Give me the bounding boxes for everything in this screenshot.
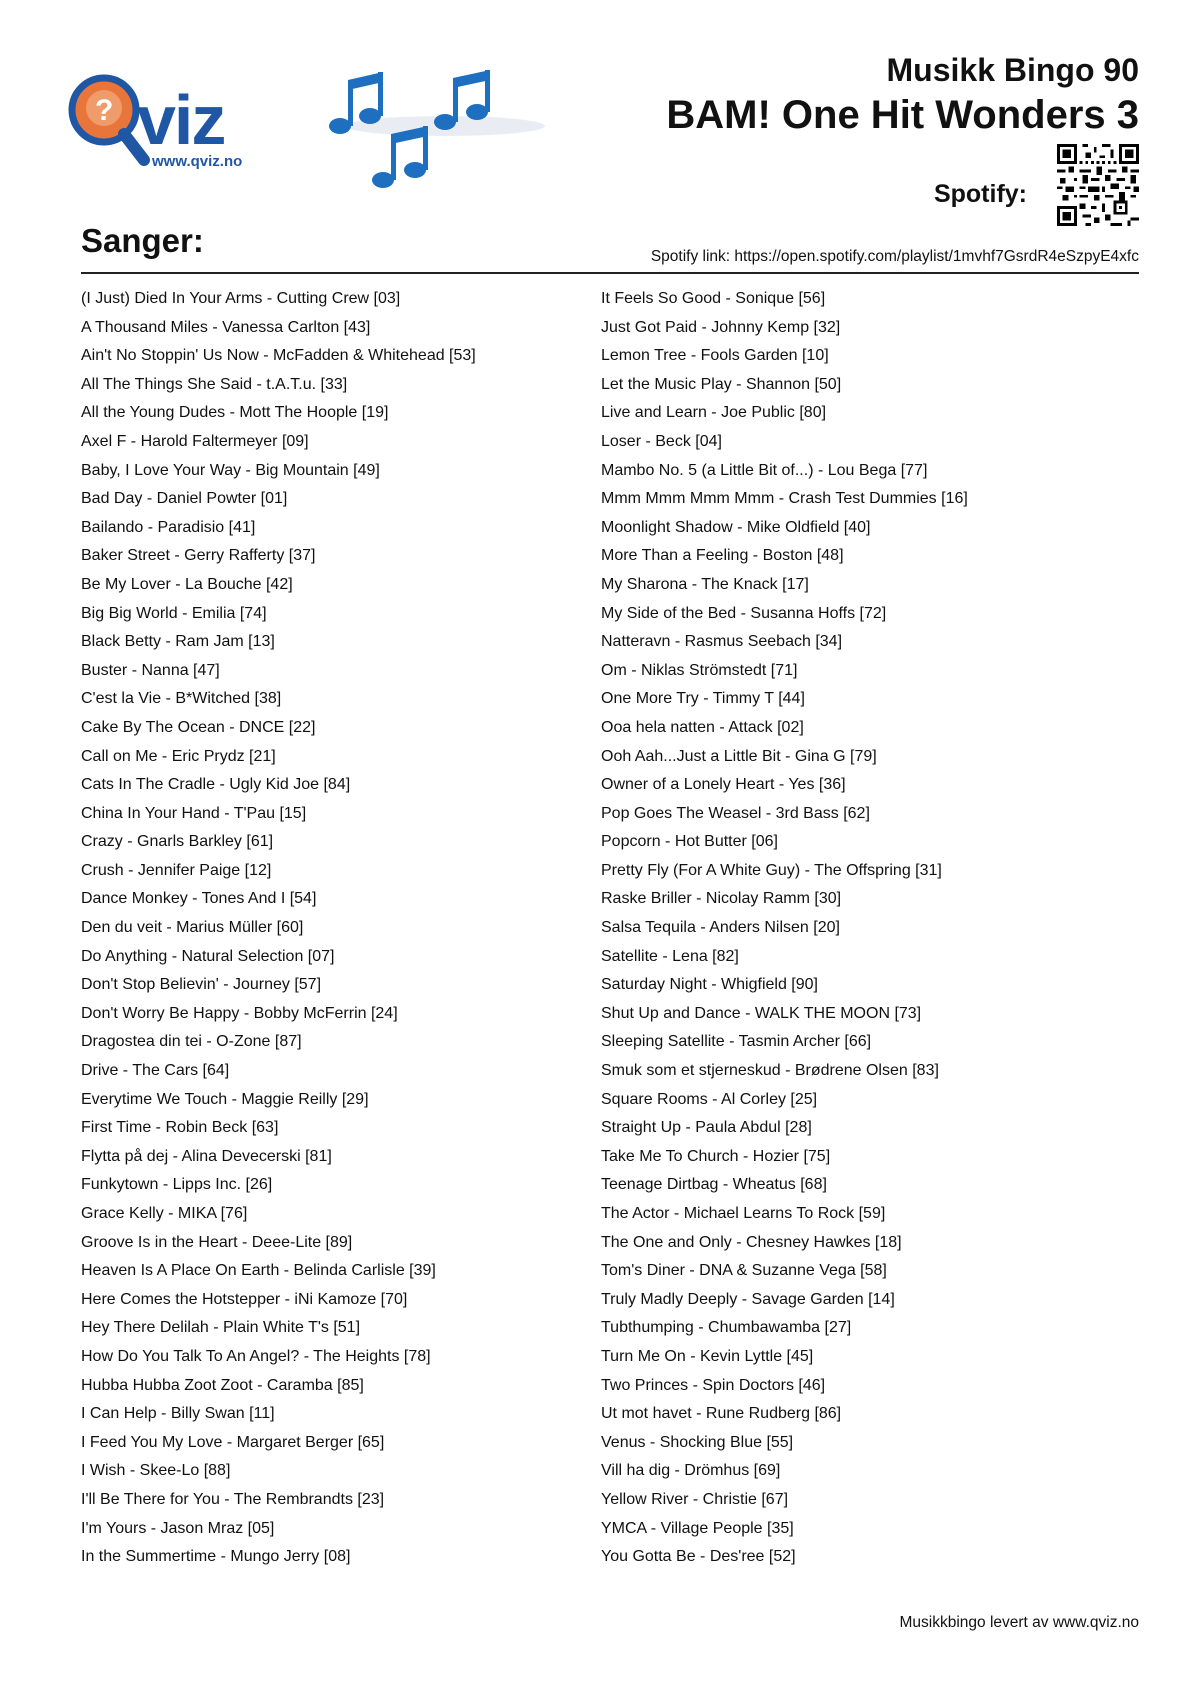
song-item: Buster - Nanna [47] <box>81 661 220 679</box>
song-item: Flytta på dej - Alina Devecerski [81] <box>81 1147 332 1165</box>
song-list-left <box>81 285 476 1572</box>
svg-text:viz: viz <box>137 81 225 159</box>
song-item: Salsa Tequila - Anders Nilsen [20] <box>601 919 840 937</box>
section-heading: Sanger: <box>81 222 204 259</box>
song-item: Ooa hela natten - Attack [02] <box>601 718 804 736</box>
song-item: Funkytown - Lipps Inc. [26] <box>81 1176 273 1194</box>
song-item: A Thousand Miles - Vanessa Carlton [43] <box>81 318 371 336</box>
song-item: First Time - Robin Beck [63] <box>81 1119 279 1137</box>
song-item: Shut Up and Dance - WALK THE MOON [73] <box>601 1004 922 1022</box>
song-item: You Gotta Be - Des'ree [52] <box>601 1548 796 1566</box>
song-item: All The Things She Said - t.A.T.u. [33] <box>81 375 348 393</box>
song-item: Call on Me - Eric Prydz [21] <box>81 747 276 765</box>
song-item: Teenage Dirtbag - Wheatus [68] <box>601 1176 827 1194</box>
song-item: Just Got Paid - Johnny Kemp [32] <box>601 318 841 336</box>
song-item: All the Young Dudes - Mott The Hoople [19] <box>81 404 389 422</box>
song-item: (I Just) Died In Your Arms - Cutting Crew [03] <box>81 290 401 307</box>
song-item: Two Princes - Spin Doctors [46] <box>601 1376 826 1394</box>
spotify-link[interactable]: Spotify link: https://open.spotify.com/playlist/1mvhf7GsrdR4eSzpyE4xfc <box>650 248 1139 265</box>
song-item: Pop Goes The Weasel - 3rd Bass [62] <box>601 804 870 822</box>
song-item: Popcorn - Hot Butter [06] <box>601 833 778 851</box>
song-item: It Feels So Good - Sonique [56] <box>601 290 826 307</box>
song-item: Truly Madly Deeply - Savage Garden [14] <box>601 1290 895 1308</box>
song-item: Don't Stop Believin' - Journey [57] <box>81 976 322 994</box>
title-block <box>666 50 1139 140</box>
song-item: Square Rooms - Al Corley [25] <box>601 1090 818 1108</box>
spotify-label: Spotify: <box>933 180 1027 208</box>
song-item: Baby, I Love Your Way - Big Mountain [49] <box>81 461 380 479</box>
song-item: My Side of the Bed - Susanna Hoffs [72] <box>601 604 887 622</box>
song-item: Ain't No Stoppin' Us Now - McFadden & Whitehead [53] <box>81 347 476 365</box>
song-item: Be My Lover - La Bouche [42] <box>81 575 293 593</box>
song-item: Bailando - Paradisio [41] <box>81 518 256 536</box>
song-item: Raske Briller - Nicolay Ramm [30] <box>601 890 842 908</box>
song-item: Pretty Fly (For A White Guy) - The Offspring [31] <box>601 861 942 879</box>
bingo-subtitle: Musikk Bingo 90 <box>886 52 1139 88</box>
song-item: Hey There Delilah - Plain White T's [51] <box>81 1319 361 1337</box>
song-item: Owner of a Lonely Heart - Yes [36] <box>601 776 846 794</box>
song-item: One More Try - Timmy T [44] <box>601 690 805 708</box>
song-item: Venus - Shocking Blue [55] <box>601 1433 794 1451</box>
song-item: My Sharona - The Knack [17] <box>601 575 809 593</box>
qr-code-icon[interactable] <box>1057 144 1139 226</box>
song-item: More Than a Feeling - Boston [48] <box>601 547 844 565</box>
song-item: Loser - Beck [04] <box>601 432 722 450</box>
song-list-right <box>601 285 968 1572</box>
song-item: Everytime We Touch - Maggie Reilly [29] <box>81 1090 369 1108</box>
song-item: Satellite - Lena [82] <box>601 947 739 965</box>
song-item: China In Your Hand - T'Pau [15] <box>81 804 307 822</box>
music-notes-icon <box>325 68 555 198</box>
song-item: Straight Up - Paula Abdul [28] <box>601 1119 812 1137</box>
song-item: Grace Kelly - MIKA [76] <box>81 1205 248 1222</box>
song-item: YMCA - Village People [35] <box>601 1519 794 1537</box>
song-item: Turn Me On - Kevin Lyttle [45] <box>601 1347 814 1365</box>
song-item: Here Comes the Hotstepper - iNi Kamoze [70] <box>81 1290 408 1308</box>
song-item: Den du veit - Marius Müller [60] <box>81 919 304 937</box>
song-item: Crush - Jennifer Paige [12] <box>81 861 272 879</box>
divider <box>81 272 1139 274</box>
song-item: Take Me To Church - Hozier [75] <box>601 1147 831 1165</box>
song-item: Om - Niklas Strömstedt [71] <box>601 661 798 679</box>
song-item: Hubba Hubba Zoot Zoot - Caramba [85] <box>81 1376 364 1394</box>
svg-text:?: ? <box>95 94 114 127</box>
song-item: The One and Only - Chesney Hawkes [18] <box>601 1233 902 1251</box>
song-item: Natteravn - Rasmus Seebach [34] <box>601 633 843 651</box>
song-item: Saturday Night - Whigfield [90] <box>601 976 818 994</box>
song-item: Smuk som et stjerneskud - Brødrene Olsen [83] <box>601 1062 939 1080</box>
song-item: Dragostea din tei - O-Zone [87] <box>81 1033 302 1051</box>
song-item: I Feed You My Love - Margaret Berger [65] <box>81 1433 385 1451</box>
song-item: Bad Day - Daniel Powter [01] <box>81 490 288 508</box>
song-item: How Do You Talk To An Angel? - The Heights [78] <box>81 1347 431 1365</box>
song-item: Crazy - Gnarls Barkley [61] <box>81 833 274 851</box>
song-item: Ut mot havet - Rune Rudberg [86] <box>601 1405 842 1423</box>
song-item: In the Summertime - Mungo Jerry [08] <box>81 1548 351 1566</box>
song-item: Sleeping Satellite - Tasmin Archer [66] <box>601 1033 872 1051</box>
song-item: C'est la Vie - B*Witched [38] <box>81 690 282 708</box>
song-item: Live and Learn - Joe Public [80] <box>601 404 827 422</box>
song-item: Axel F - Harold Faltermeyer [09] <box>81 432 309 450</box>
logo-url: www.qviz.no <box>152 153 243 170</box>
song-item: I Can Help - Billy Swan [11] <box>81 1405 275 1423</box>
song-item: Heaven Is A Place On Earth - Belinda Carlisle [39] <box>81 1262 436 1280</box>
song-item: Do Anything - Natural Selection [07] <box>81 947 335 965</box>
song-item: Big Big World - Emilia [74] <box>81 604 267 622</box>
song-item: Moonlight Shadow - Mike Oldfield [40] <box>601 518 871 536</box>
song-item: Mmm Mmm Mmm Mmm - Crash Test Dummies [16] <box>601 490 968 508</box>
song-item: Mambo No. 5 (a Little Bit of...) - Lou Bega [77] <box>601 461 928 479</box>
song-item: Cats In The Cradle - Ugly Kid Joe [84] <box>81 776 351 794</box>
song-item: Tubthumping - Chumbawamba [27] <box>601 1319 852 1337</box>
song-item: Baker Street - Gerry Rafferty [37] <box>81 547 316 565</box>
song-item: Let the Music Play - Shannon [50] <box>601 375 842 393</box>
song-item: Cake By The Ocean - DNCE [22] <box>81 718 316 736</box>
song-item: Lemon Tree - Fools Garden [10] <box>601 347 829 365</box>
song-item: Ooh Aah...Just a Little Bit - Gina G [79] <box>601 747 877 765</box>
song-item: I'll Be There for You - The Rembrandts [23] <box>81 1490 385 1508</box>
page-title: BAM! One Hit Wonders 3 <box>666 93 1139 137</box>
song-item: Yellow River - Christie [67] <box>601 1490 789 1508</box>
song-item: I'm Yours - Jason Mraz [05] <box>81 1519 275 1537</box>
qviz-logo <box>62 68 272 193</box>
song-item: Black Betty - Ram Jam [13] <box>81 633 275 651</box>
footer-credit: Musikkbingo levert av www.qviz.no <box>899 1614 1139 1631</box>
song-item: I Wish - Skee-Lo [88] <box>81 1462 231 1480</box>
song-item: Dance Monkey - Tones And I [54] <box>81 890 317 908</box>
song-item: Drive - The Cars [64] <box>81 1062 230 1080</box>
song-item: Vill ha dig - Drömhus [69] <box>601 1462 781 1480</box>
song-item: Groove Is in the Heart - Deee-Lite [89] <box>81 1233 353 1251</box>
song-item: Don't Worry Be Happy - Bobby McFerrin [24] <box>81 1004 398 1022</box>
song-item: Tom's Diner - DNA & Suzanne Vega [58] <box>601 1262 887 1280</box>
song-item: The Actor - Michael Learns To Rock [59] <box>601 1205 886 1222</box>
